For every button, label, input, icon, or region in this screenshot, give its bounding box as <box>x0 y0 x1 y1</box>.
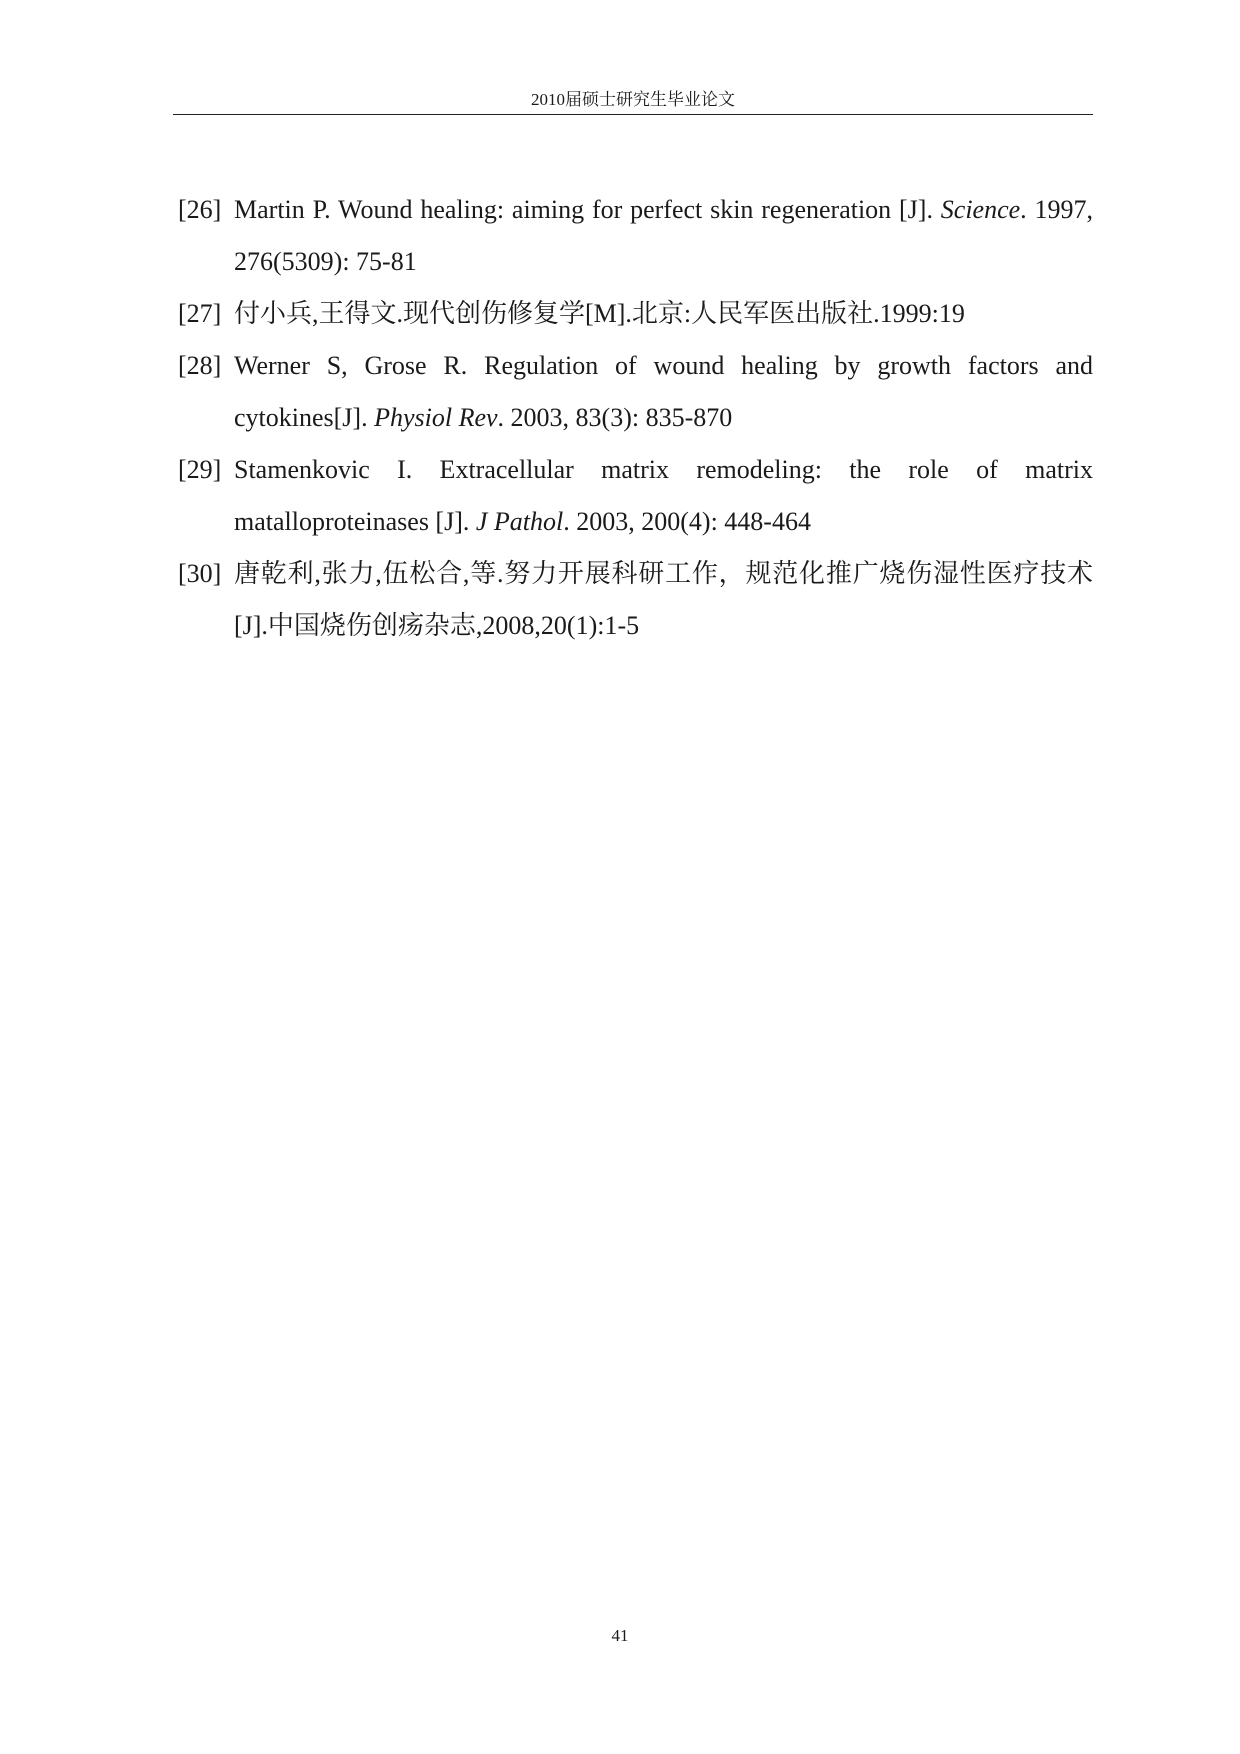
reference-number: [28] <box>178 351 222 380</box>
journal-name: Science <box>940 195 1021 224</box>
journal-name: J Pathol <box>475 507 564 536</box>
reference-item-30 <box>178 548 1093 652</box>
reference-item-27 <box>178 288 1093 340</box>
reference-text-part: . 2003, 83(3): 835-870 <box>497 403 733 432</box>
header-divider <box>173 114 1093 115</box>
journal-name: Physiol Rev <box>374 403 498 432</box>
reference-text-part: . 2003, 200(4): 448-464 <box>563 507 811 536</box>
reference-text-part: Martin P. Wound healing: aiming for perfect skin regeneration [J]. <box>234 195 941 224</box>
reference-text <box>234 455 1093 536</box>
reference-text <box>234 299 965 328</box>
reference-list <box>178 184 1093 652</box>
reference-number: [30] <box>178 559 222 588</box>
reference-item-26 <box>178 184 1093 288</box>
reference-text <box>234 351 1093 432</box>
reference-number: [27] <box>178 299 222 328</box>
reference-text <box>234 559 1093 640</box>
page-header-title: 2010届硕士研究生毕业论文 <box>531 90 735 109</box>
reference-text-part: 唐乾利,张力,伍松合,等.努力开展科研工作，规范化推广烧伤湿性医疗技术[J].中国烧伤创疡杂志,2008,20(1):1-5 <box>234 559 1093 640</box>
reference-number: [26] <box>178 195 222 224</box>
reference-item-29 <box>178 444 1093 548</box>
page-number: 41 <box>611 1626 629 1645</box>
reference-text-part: Stamenkovic I. Extracellular matrix remodeling: the role of matrix matalloproteinases [J]. <box>234 455 1093 536</box>
reference-text-part: . 1997, 276(5309): 75-81 <box>234 195 1094 276</box>
reference-text-part: Werner S, Grose R. Regulation of wound healing by growth factors and cytokines[J]. <box>234 351 1093 432</box>
reference-number: [29] <box>178 455 222 484</box>
reference-text-part: 付小兵,王得文.现代创伤修复学[M].北京:人民军医出版社.1999:19 <box>234 299 965 328</box>
reference-text <box>234 195 1093 276</box>
reference-item-28 <box>178 340 1093 444</box>
